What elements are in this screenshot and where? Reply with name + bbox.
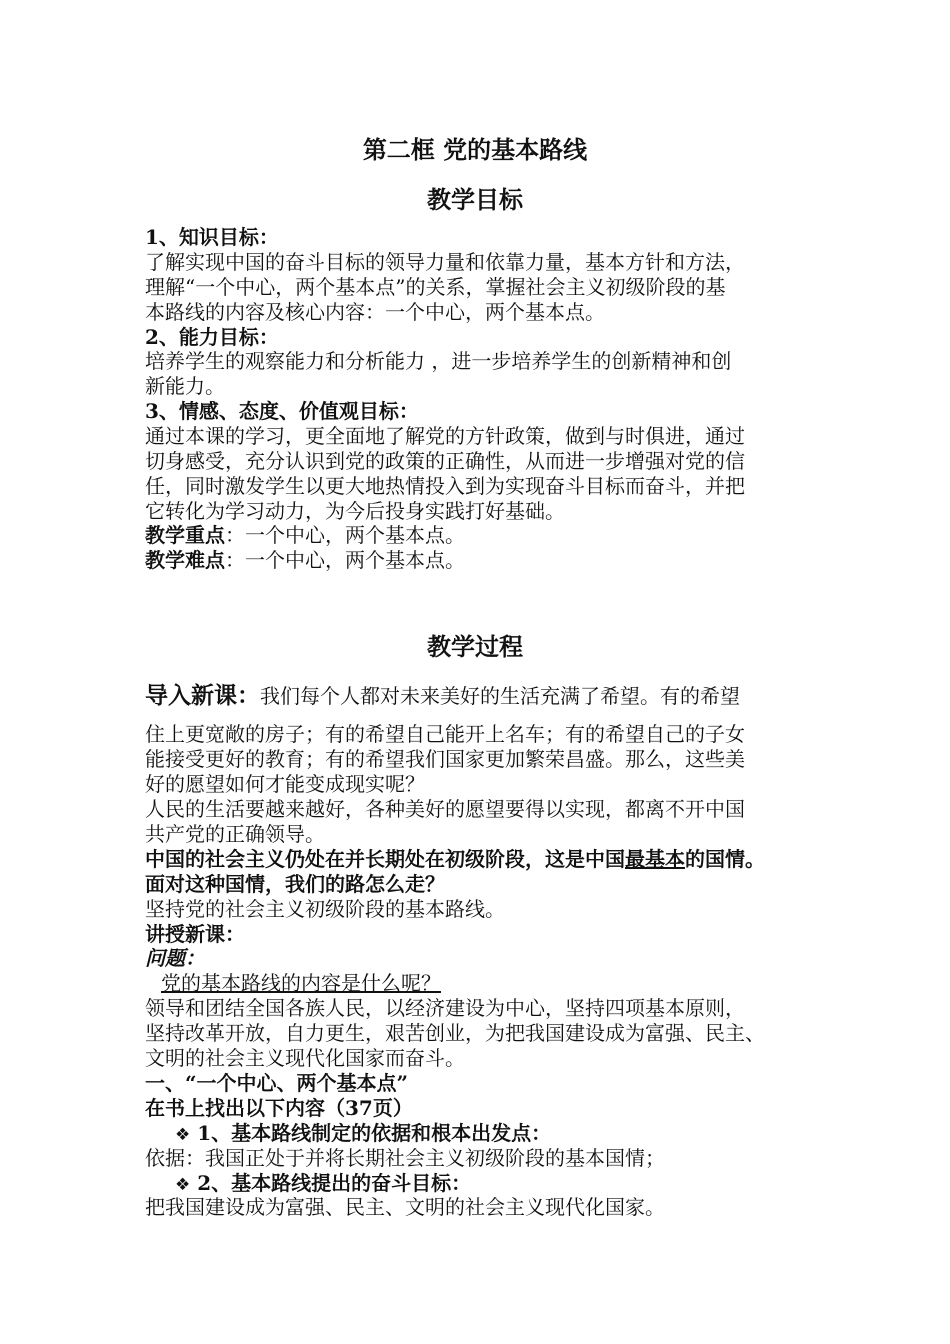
question-row (145, 971, 825, 995)
intro-line: 能接受更好的教育；有的希望我们国家更加繁荣昌盛。那么，这些美 (145, 747, 745, 771)
bullet-item-basis (175, 1121, 855, 1147)
emotion-objective-label: 3、情感、态度、价值观目标： (145, 399, 419, 423)
people-line: 共产党的正确领导。 (145, 822, 325, 846)
people-line: 人民的生活要越来越好，各种美好的愿望要得以实现，都离不开中国 (145, 797, 745, 821)
bullet-text: 1、基本路线制定的依据和根本出发点： (197, 1121, 552, 1145)
ability-objective-label: 2、能力目标： (145, 325, 279, 349)
knowledge-line: 理解“一个中心，两个基本点”的关系，掌握社会主义初级阶段的基 (145, 275, 726, 299)
national-condition-line (145, 847, 825, 871)
objectives-heading: 教学目标 (427, 185, 523, 214)
process-heading: 教学过程 (427, 632, 523, 661)
diamond-bullet-icon: ❖ (175, 1175, 191, 1195)
bullet-item-goal (175, 1171, 855, 1197)
fact-text-a: 中国的社会主义仍处在并长期处在初级阶段，这是中国 (145, 847, 625, 871)
emotion-line: 它转化为学习动力，为今后投身实践打好基础。 (145, 499, 565, 523)
knowledge-line: 了解实现中国的奋斗目标的领导力量和依靠力量，基本方针和方法， (145, 250, 745, 274)
ability-line: 新能力。 (145, 374, 225, 398)
ability-line: 培养学生的观察能力和分析能力 ，进一步培养学生的创新精神和创 (145, 349, 732, 373)
find-in-book-line: 在书上找出以下内容（37页） (145, 1096, 413, 1120)
basis-line: 依据：我国正处于并将长期社会主义初级阶段的基本国情； (145, 1146, 665, 1170)
fact-emphasis: 最基本 (625, 847, 685, 871)
difficulty-label: 教学难点 (145, 548, 225, 572)
question-text: 党的基本路线的内容是什么呢？ (161, 971, 441, 995)
emotion-line: 任，同时激发学生以更大地热情投入到为实现奋斗目标而奋斗，并把 (145, 474, 745, 498)
knowledge-objective-label: 1、知识目标： (145, 225, 279, 249)
key-point-label: 教学重点 (145, 523, 225, 547)
intro-line: 住上更宽敞的房子；有的希望自己能开上名车；有的希望自己的子女 (145, 722, 745, 746)
emotion-line: 通过本课的学习，更全面地了解党的方针政策，做到与时俱进，通过 (145, 424, 745, 448)
road-question: 面对这种国情，我们的路怎么走？ (145, 872, 445, 896)
section-one-heading: 一、“一个中心、两个基本点” (145, 1071, 409, 1095)
difficulty-text: ：一个中心，两个基本点。 (225, 548, 465, 572)
key-point-text: ：一个中心，两个基本点。 (225, 523, 465, 547)
knowledge-line: 本路线的内容及核心内容：一个中心，两个基本点。 (145, 300, 605, 324)
goal-line: 把我国建设成为富强、民主、文明的社会主义现代化国家。 (145, 1195, 665, 1219)
intro-first-line (145, 684, 825, 708)
route-content-line: 文明的社会主义现代化国家而奋斗。 (145, 1046, 465, 1070)
intro-label: 导入新课： (145, 682, 260, 709)
intro-line: 好的愿望如何才能变成现实呢？ (145, 772, 425, 796)
fact-text-c: 的国情。 (685, 847, 765, 871)
route-content-line: 领导和团结全国各族人民，以经济建设为中心，坚持四项基本原则， (145, 996, 745, 1020)
emotion-line: 切身感受，充分认识到党的政策的正确性，从而进一步增强对党的信 (145, 449, 745, 473)
diamond-bullet-icon: ❖ (175, 1125, 191, 1145)
route-content-line: 坚持改革开放，自力更生，艰苦创业，为把我国建设成为富强、民主、 (145, 1021, 765, 1045)
road-answer: 坚持党的社会主义初级阶段的基本路线。 (145, 897, 505, 921)
bullet-text: 2、基本路线提出的奋斗目标： (197, 1171, 472, 1195)
lesson-title: 第二框 党的基本路线 (362, 135, 588, 164)
difficulty-point (145, 548, 825, 572)
question-label: 问题： (145, 946, 205, 970)
key-point (145, 523, 825, 547)
intro-first-text: 我们每个人都对未来美好的生活充满了希望。有的希望 (260, 684, 740, 708)
new-lesson-label: 讲授新课： (145, 922, 245, 946)
